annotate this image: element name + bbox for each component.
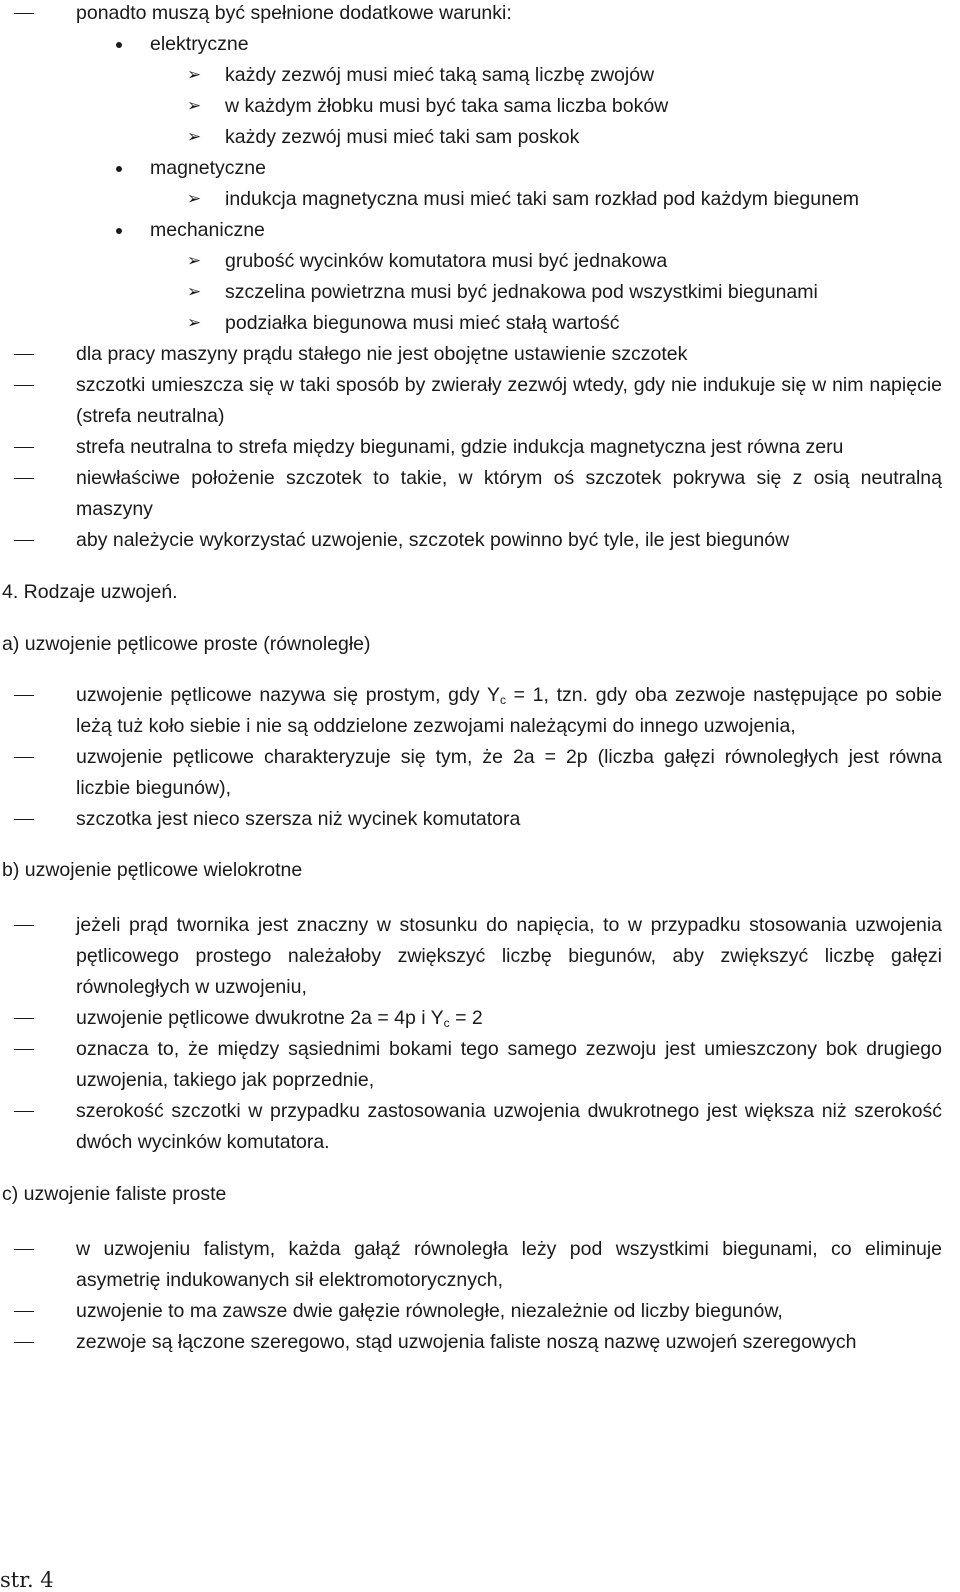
list-item-brush	[76, 370, 942, 432]
section-heading-winding-types: 4. Rodzaje uzwojeń.	[2, 581, 178, 603]
list-item-text: niewłaściwe położenie szczotek to takie, w którym oś szczotek pokrywa się z osią neutralną maszyny	[76, 467, 942, 520]
arrowhead-bullet-icon: ➢	[187, 313, 202, 333]
condition-item	[187, 91, 942, 122]
arrowhead-bullet-icon: ➢	[187, 251, 202, 271]
condition-item	[187, 277, 942, 308]
list-item-text: jeżeli prąd twornika jest znaczny w stosunku do napięcia, to w przypadku stosowania uzwojenia pętlicowego prostego należałoby zwiększyć liczbę biegunów, aby zwiększyć liczbę gałęzi równoległych w uzwojeniu,	[76, 914, 942, 998]
list-item-brush	[76, 432, 942, 463]
list-item-section-c	[76, 1296, 942, 1327]
list-item-text: dla pracy maszyny prądu stałego nie jest obojętne ustawienie szczotek	[76, 343, 688, 365]
list-item-text: w uzwojeniu falistym, każda gałąź równoległa leży pod wszystkimi biegunami, co eliminuje asymetrię indukowanych sił elektromotorycznych,	[76, 1238, 942, 1291]
condition-item-text: podziałka biegunowa musi mieć stałą wartość	[225, 312, 620, 334]
list-item-text: szczotka jest nieco szersza niż wycinek komutatora	[76, 808, 521, 830]
list-item-brush	[76, 463, 942, 525]
list-item-conditions-intro	[76, 0, 942, 29]
condition-item-text: każdy zezwój musi mieć taką samą liczbę zwojów	[225, 64, 655, 86]
condition-electrical	[150, 29, 960, 60]
list-item-text: strefa neutralna to strefa między biegunami, gdzie indukcja magnetyczna jest równa zeru	[76, 436, 844, 458]
text-part: = 2	[449, 1007, 483, 1029]
list-item-section-b	[76, 1034, 942, 1096]
condition-item	[187, 246, 942, 277]
list-item-text: uzwojenie to ma zawsze dwie gałęzie równoległe, niezależnie od liczby biegunów,	[76, 1300, 783, 1322]
list-item-section-a	[76, 742, 942, 804]
subscript: c	[443, 1016, 450, 1030]
list-item-section-a	[76, 680, 942, 742]
condition-item-text: indukcja magnetyczna musi mieć taki sam rozkład pod każdym biegunem	[225, 188, 860, 210]
condition-label: mechaniczne	[150, 219, 265, 241]
arrowhead-bullet-icon: ➢	[187, 282, 202, 302]
list-item-brush	[76, 339, 942, 370]
arrowhead-bullet-icon: ➢	[187, 189, 202, 209]
list-item-text: uzwojenie pętlicowe charakteryzuje się tym, że 2a = 2p (liczba gałęzi równoległych jest równa liczbie biegunów),	[76, 746, 942, 799]
condition-item	[187, 308, 942, 339]
list-item-section-c	[76, 1234, 942, 1296]
section-heading-a: a) uzwojenie pętlicowe proste (równoległe)	[2, 633, 371, 655]
section-heading-c: c) uzwojenie faliste proste	[2, 1183, 227, 1205]
condition-item-text: grubość wycinków komutatora musi być jednakowa	[225, 250, 668, 272]
condition-label: magnetyczne	[150, 157, 266, 179]
list-item-section-b	[76, 910, 942, 1003]
list-item-text: zezwoje są łączone szeregowo, stąd uzwojenia faliste noszą nazwę uzwojeń szeregowych	[76, 1331, 857, 1353]
text-part: uzwojenie pętlicowe dwukrotne 2a = 4p i Y	[76, 1007, 444, 1029]
list-item-text: szczotki umieszcza się w taki sposób by zwierały zezwój wtedy, gdy nie indukuje się w nim napięcie (strefa neutralna)	[76, 374, 942, 427]
list-item-text: ponadto muszą być spełnione dodatkowe warunki:	[76, 2, 512, 24]
condition-item	[187, 122, 942, 153]
arrowhead-bullet-icon: ➢	[187, 65, 202, 85]
list-item-text: aby należycie wykorzystać uzwojenie, szczotek powinno być tyle, ile jest biegunów	[76, 529, 790, 551]
list-item-section-b	[76, 1096, 942, 1158]
condition-mechanical	[150, 215, 960, 246]
arrowhead-bullet-icon: ➢	[187, 96, 202, 116]
condition-item-text: szczelina powietrzna musi być jednakowa pod wszystkimi biegunami	[225, 281, 818, 303]
list-item-section-a	[76, 804, 942, 835]
condition-label: elektryczne	[150, 33, 249, 55]
page-number: str. 4	[0, 1568, 54, 1592]
list-item-brush	[76, 525, 942, 556]
condition-item	[187, 60, 942, 91]
text-part: uzwojenie pętlicowe nazywa się prostym, gdy Y	[76, 684, 500, 706]
condition-item-text: każdy zezwój musi mieć taki sam poskok	[225, 126, 580, 148]
subscript: c	[499, 693, 506, 707]
list-item-text: szerokość szczotki w przypadku zastosowania uzwojenia dwukrotnego jest większa niż szerokość dwóch wycinków komutatora.	[76, 1100, 942, 1153]
condition-item-text: w każdym żłobku musi być taka sama liczba boków	[225, 95, 669, 117]
condition-item	[187, 184, 942, 215]
list-item-section-b	[76, 1003, 942, 1034]
list-item-text: oznacza to, że między sąsiednimi bokami tego samego zezwoju jest umieszczony bok drugiego uzwojenia, takiego jak poprzednie,	[76, 1038, 942, 1091]
list-item-section-c	[76, 1327, 942, 1358]
section-heading-b: b) uzwojenie pętlicowe wielokrotne	[2, 859, 303, 881]
condition-magnetic	[150, 153, 960, 184]
arrowhead-bullet-icon: ➢	[187, 127, 202, 147]
text-part: = 1, tzn. gdy oba zezwoje następujące po sobie leżą tuż koło siebie i nie są oddzielone zezwojami należącymi do innego uzwojenia,	[76, 684, 942, 737]
